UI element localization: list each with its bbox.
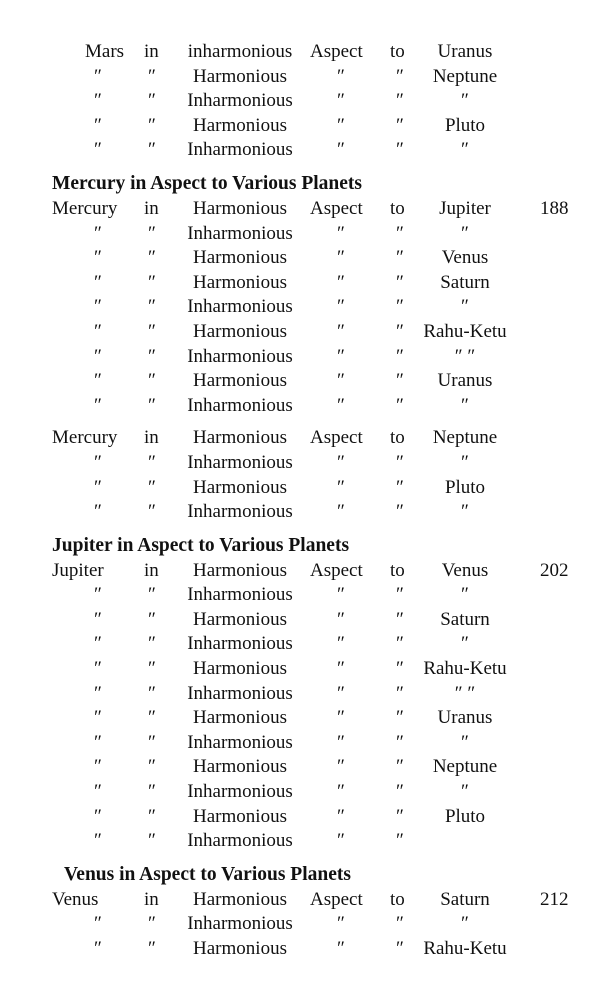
to: ″ [396,781,404,803]
contents-entry [0,394,600,419]
in: in [144,559,159,581]
in: ″ [148,682,156,704]
in: ″ [148,320,156,342]
planet: ″ [94,682,102,704]
to: ″ [396,370,404,392]
contents-entry [0,246,600,271]
contents-entry [0,559,600,584]
target-planet: Pluto [444,476,486,498]
aspect-word: ″ [337,394,345,416]
to: ″ [396,501,404,523]
aspect-type: Harmonious [193,271,287,293]
in: ″ [148,781,156,803]
planet: ″ [94,451,102,473]
in: ″ [148,345,156,367]
contents-entry [0,451,600,476]
aspect-word: ″ [337,370,345,392]
aspect-word: ″ [337,781,345,803]
in: ″ [148,584,156,606]
to: ″ [396,805,404,827]
aspect-word: ″ [337,756,345,778]
aspect-type: Harmonious [193,756,287,778]
planet: ″ [94,320,102,342]
aspect-type: Inharmonious [187,682,293,704]
contents-entry [0,320,600,345]
contents-list [0,40,600,962]
to: ″ [396,247,404,269]
to: to [390,197,405,219]
planet: ″ [94,247,102,269]
aspect-type: Harmonious [193,559,287,581]
contents-entry [0,608,600,633]
contents-entry [0,369,600,394]
aspect-word: ″ [337,90,345,112]
target-planet: ″ ″ [454,345,476,367]
to: ″ [396,345,404,367]
target-planet: Jupiter [439,197,491,219]
to: ″ [396,222,404,244]
to: to [390,41,405,62]
contents-entry [0,912,600,937]
planet: ″ [94,658,102,680]
aspect-type: Harmonious [193,197,287,219]
in: in [144,427,159,449]
in: ″ [148,296,156,318]
contents-entry [0,271,600,296]
to: ″ [396,913,404,935]
to: ″ [396,271,404,293]
to: ″ [396,830,404,852]
planet: ″ [94,222,102,244]
contents-entry [0,657,600,682]
in: ″ [148,394,156,416]
in: ″ [148,476,156,498]
to: ″ [396,608,404,630]
target-planet: Rahu-Ketu [423,658,507,680]
aspect-type: Harmonious [193,427,287,449]
contents-entry [0,780,600,805]
aspect-type: Inharmonious [187,139,293,161]
aspect-word: ″ [337,296,345,318]
to: ″ [396,65,404,87]
in: ″ [148,913,156,935]
aspect-word: Aspect [310,197,363,219]
aspect-type: Inharmonious [187,451,293,473]
contents-entry [0,583,600,608]
to: ″ [396,476,404,498]
contents-entry [0,500,600,525]
planet: ″ [94,830,102,852]
contents-entry [0,89,600,114]
target-planet: ″ [461,633,469,655]
contents-entry [0,829,600,854]
in: ″ [148,247,156,269]
planet: Mars [85,41,125,62]
to: to [390,427,405,449]
aspect-word: ″ [337,476,345,498]
target-planet: Neptune [432,65,498,87]
target-planet: ″ [461,913,469,935]
planet: ″ [94,345,102,367]
in: ″ [148,271,156,293]
target-planet: Uranus [437,707,493,729]
aspect-type: Inharmonious [187,501,293,523]
in: ″ [148,114,156,136]
in: ″ [148,731,156,753]
planet: ″ [94,370,102,392]
aspect-type: Harmonious [193,476,287,498]
aspect-word: ″ [337,938,345,959]
in: ″ [148,938,156,959]
aspect-word: ″ [337,830,345,852]
contents-entry [0,937,600,962]
to: ″ [396,707,404,729]
contents-entry [0,632,600,657]
contents-entry [0,426,600,451]
aspect-type: Inharmonious [187,222,293,244]
in: ″ [148,756,156,778]
planet: ″ [94,938,102,959]
aspect-word: ″ [337,345,345,367]
to: to [390,888,405,910]
target-planet: Venus [441,559,489,581]
to: ″ [396,756,404,778]
to: ″ [396,114,404,136]
planet: ″ [94,65,102,87]
target-planet: ″ [461,139,469,161]
to: ″ [396,451,404,473]
target-planet: Uranus [437,41,493,62]
to: ″ [396,90,404,112]
aspect-word: ″ [337,682,345,704]
aspect-type: Harmonious [193,938,287,959]
target-planet: ″ [461,296,469,318]
aspect-type: Inharmonious [187,633,293,655]
target-planet: Saturn [440,608,490,630]
planet: ″ [94,296,102,318]
page-number: 188 [540,197,569,219]
contents-entry [0,888,600,913]
aspect-word: ″ [337,139,345,161]
planet: ″ [94,756,102,778]
target-planet: ″ ″ [454,682,476,704]
planet: ″ [94,707,102,729]
aspect-word: ″ [337,247,345,269]
aspect-type: Harmonious [193,65,287,87]
aspect-type: Harmonious [193,658,287,680]
aspect-type: inharmonious [187,41,293,62]
target-planet: Rahu-Ketu [423,320,507,342]
planet: ″ [94,633,102,655]
to: ″ [396,658,404,680]
aspect-word: ″ [337,805,345,827]
planet: ″ [94,139,102,161]
aspect-type: Harmonious [193,114,287,136]
planet: ″ [94,731,102,753]
target-planet: ″ [461,731,469,753]
contents-entry [0,755,600,780]
to: ″ [396,633,404,655]
planet: ″ [94,476,102,498]
in: ″ [148,633,156,655]
in: in [144,888,159,910]
aspect-type: Inharmonious [187,296,293,318]
planet: ″ [94,114,102,136]
to: ″ [396,682,404,704]
aspect-word: Aspect [310,427,363,449]
target-planet: Pluto [444,114,486,136]
contents-entry [0,65,600,90]
planet: Mercury [52,427,118,449]
aspect-word: ″ [337,584,345,606]
planet: Jupiter [52,559,104,581]
target-planet: ″ [461,90,469,112]
in: ″ [148,65,156,87]
in: ″ [148,501,156,523]
contents-entry [0,114,600,139]
aspect-type: Harmonious [193,888,287,910]
in: in [144,41,159,62]
planet: ″ [94,781,102,803]
aspect-type: Inharmonious [187,913,293,935]
aspect-word: Aspect [310,41,363,62]
aspect-word: Aspect [310,888,363,910]
in: ″ [148,805,156,827]
aspect-word: ″ [337,271,345,293]
contents-entry [0,731,600,756]
planet: ″ [94,394,102,416]
planet: ″ [94,90,102,112]
contents-entry [0,40,600,65]
aspect-word: ″ [337,320,345,342]
contents-entry [0,682,600,707]
aspect-type: Harmonious [193,608,287,630]
contents-entry [0,706,600,731]
target-planet: ″ [461,451,469,473]
in: ″ [148,707,156,729]
aspect-type: Harmonious [193,320,287,342]
page-number: 202 [540,559,569,581]
to: ″ [396,139,404,161]
section-heading: Jupiter in Aspect to Various Planets [52,534,350,556]
aspect-word: ″ [337,222,345,244]
in: ″ [148,830,156,852]
target-planet: Venus [441,247,489,269]
in: ″ [148,90,156,112]
target-planet: Rahu-Ketu [423,938,507,959]
contents-entry [0,476,600,501]
planet: Venus [52,888,99,910]
aspect-word: ″ [337,913,345,935]
planet: ″ [94,805,102,827]
contents-entry [0,197,600,222]
aspect-type: Inharmonious [187,584,293,606]
to: ″ [396,731,404,753]
planet: ″ [94,501,102,523]
aspect-type: Inharmonious [187,345,293,367]
aspect-type: Inharmonious [187,394,293,416]
planet: ″ [94,913,102,935]
aspect-word: ″ [337,451,345,473]
target-planet: ″ [461,781,469,803]
contents-entry [0,345,600,370]
to: ″ [396,394,404,416]
target-planet: Pluto [444,805,486,827]
section-heading: Venus in Aspect to Various Planets [64,863,351,885]
target-planet: Neptune [432,756,498,778]
contents-entry [0,222,600,247]
contents-entry [0,138,600,163]
aspect-word: ″ [337,65,345,87]
to: ″ [396,584,404,606]
target-planet: ″ [461,584,469,606]
aspect-type: Harmonious [193,707,287,729]
target-planet: Neptune [432,427,498,449]
in: in [144,197,159,219]
target-planet: Uranus [437,370,493,392]
aspect-word: ″ [337,501,345,523]
aspect-type: Inharmonious [187,731,293,753]
to: to [390,559,405,581]
aspect-word: ″ [337,608,345,630]
to: ″ [396,320,404,342]
aspect-word: ″ [337,658,345,680]
in: ″ [148,222,156,244]
aspect-word: ″ [337,707,345,729]
target-planet: ″ [461,501,469,523]
aspect-word: Aspect [310,559,363,581]
target-planet: Saturn [440,271,490,293]
aspect-type: Harmonious [193,247,287,269]
planet: Mercury [52,197,118,219]
aspect-type: Inharmonious [187,90,293,112]
in: ″ [148,139,156,161]
to: ″ [396,938,404,959]
to: ″ [396,296,404,318]
target-planet: ″ [461,394,469,416]
target-planet: Saturn [440,888,490,910]
aspect-word: ″ [337,114,345,136]
aspect-type: Inharmonious [187,781,293,803]
aspect-type: Harmonious [193,370,287,392]
in: ″ [148,370,156,392]
planet: ″ [94,271,102,293]
planet: ″ [94,584,102,606]
page-number: 212 [540,888,569,910]
in: ″ [148,658,156,680]
aspect-word: ″ [337,731,345,753]
contents-entry [0,295,600,320]
in: ″ [148,451,156,473]
target-planet: ″ [461,222,469,244]
in: ″ [148,608,156,630]
contents-entry [0,805,600,830]
aspect-type: Harmonious [193,805,287,827]
aspect-word: ″ [337,633,345,655]
section-heading: Mercury in Aspect to Various Planets [52,172,363,194]
planet: ″ [94,608,102,630]
aspect-type: Inharmonious [187,830,293,852]
